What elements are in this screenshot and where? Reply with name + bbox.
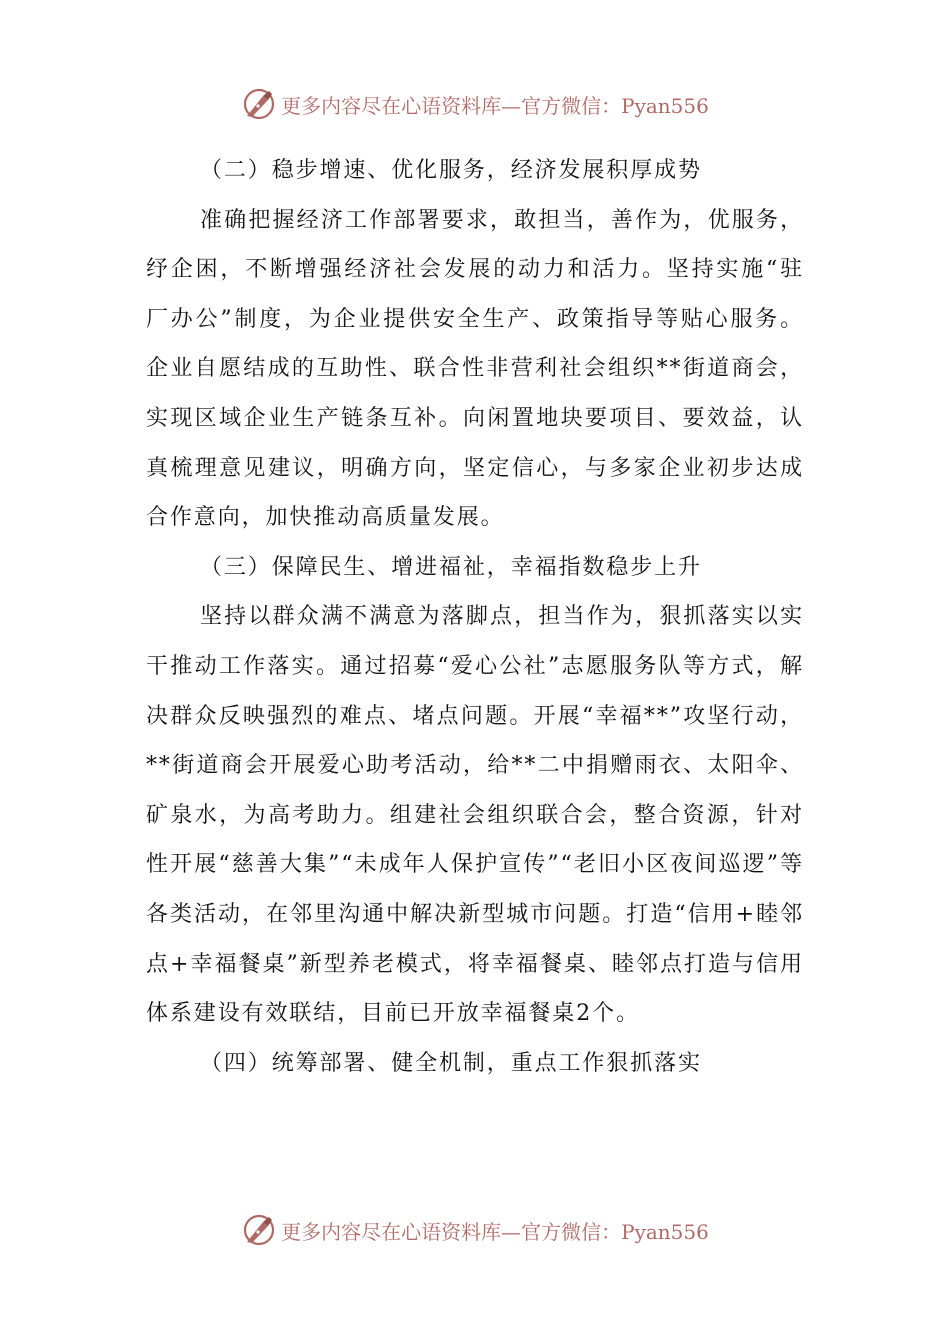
watermark-banner-bottom xyxy=(0,1210,950,1250)
watermark-text: 更多内容尽在心语资料库—官方微信：Pyan556 xyxy=(281,1219,709,1244)
section-heading: （二）稳步增速、优化服务，经济发展积厚成势 xyxy=(200,158,702,183)
watermark-text: 更多内容尽在心语资料库—官方微信：Pyan556 xyxy=(281,93,709,118)
document-body xyxy=(146,146,804,1088)
body-paragraph: 坚持以群众满不满意为落脚点，担当作为，狠抓落实以实干推动工作落实。通过招募“爱心公社”志愿服务队等方式，解决群众反映强烈的难点、堵点问题。开展“幸福**”攻坚行动，**街道商会开展爱心助考活动，给**二中捐赠雨衣、太阳伞、矿泉水，为高考助力。组建社会组织联合会，整合资源，针对性开展“慈善大集”“未成年人保护宣传”“老旧小区夜间巡逻”等各类活动，在邻里沟通中解决新型城市问题。打造“信用+睦邻点+幸福餐桌”新型养老模式，将幸福餐桌、睦邻点打造与信用体系建设有效联结，目前已开放幸福餐桌2个。 xyxy=(146,604,804,1027)
watermark-banner-top xyxy=(0,84,950,124)
pen-nib-circle-icon xyxy=(241,86,277,122)
pen-nib-circle-icon xyxy=(241,1212,277,1248)
body-paragraph: 准确把握经济工作部署要求，敢担当，善作为，优服务，纾企困，不断增强经济社会发展的动力和活力。坚持实施“驻厂办公”制度，为企业提供安全生产、政策指导等贴心服务。企业自愿结成的互助性、联合性非营利社会组织**街道商会，实现区域企业生产链条互补。向闲置地块要项目、要效益，认真梳理意见建议，明确方向，坚定信心，与多家企业初步达成合作意向，加快推动高质量发展。 xyxy=(146,207,804,531)
section-heading: （四）统筹部署、健全机制，重点工作狠抓落实 xyxy=(200,1050,702,1076)
section-heading: （三）保障民生、增进福祉，幸福指数稳步上升 xyxy=(200,554,702,580)
